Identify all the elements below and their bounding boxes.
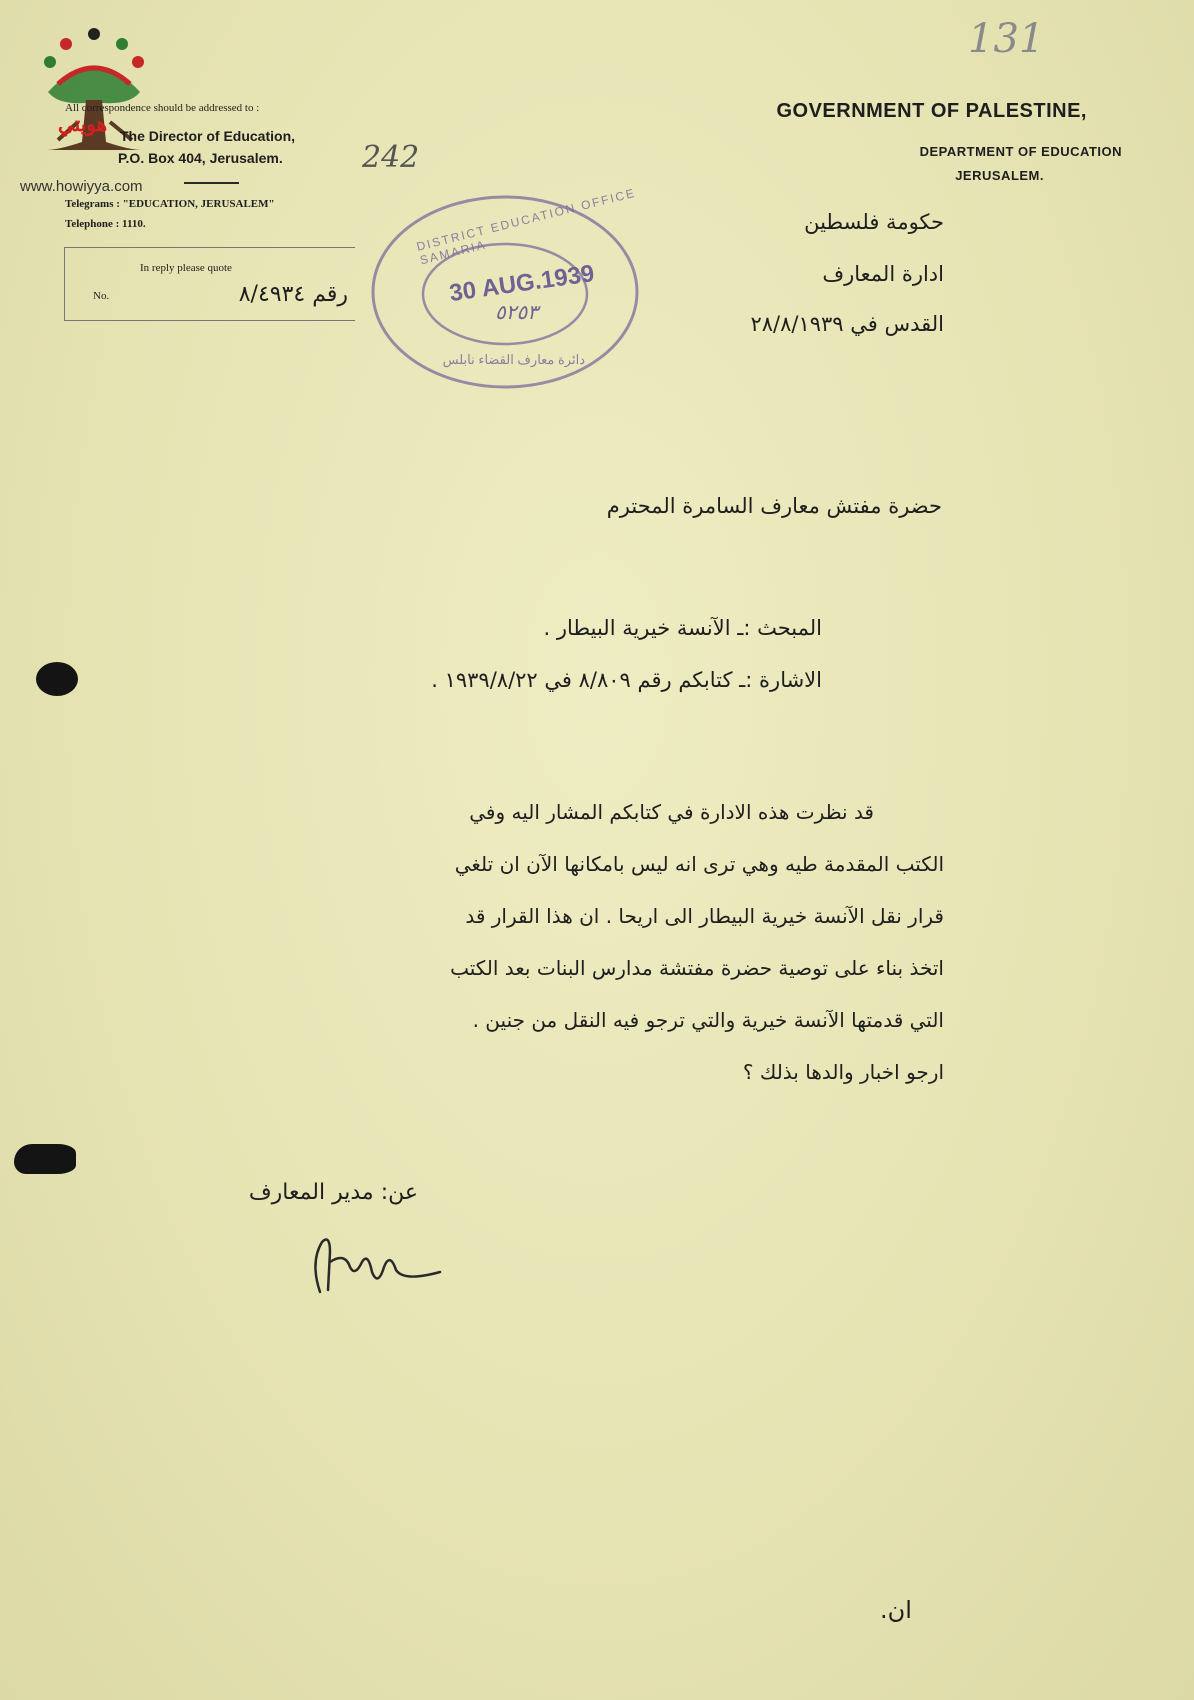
letter-body: [184, 786, 944, 1098]
body-line: ارجو اخبار والدها بذلك ؟: [742, 1060, 944, 1084]
stamp-top-text: DISTRICT EDUCATION OFFICE SAMARIA: [415, 185, 638, 268]
archive-number: 131: [968, 16, 1045, 62]
handwritten-ref: 242: [362, 140, 420, 175]
government-title: GOVERNMENT OF PALESTINE,: [776, 100, 1087, 122]
arabic-government: حكومة فلسطين: [804, 210, 944, 234]
watermark-site: www.howiyya.com: [20, 178, 143, 195]
reply-box: [64, 247, 355, 321]
stamp-bottom-text: دائرة معارف القضاء نابلس: [442, 352, 585, 367]
city-name: JERUSALEM.: [955, 168, 1044, 183]
body-line: قرار نقل الآنسة خيرية البيطار الى اريحا . ان هذا القرار قد: [465, 904, 944, 928]
address-line-2: P.O. Box 404, Jerusalem.: [118, 150, 283, 166]
address-note: All correspondence should be addressed to :: [65, 102, 260, 114]
department-name: DEPARTMENT OF EDUCATION: [919, 144, 1122, 159]
punch-hole-bottom: [14, 1144, 76, 1174]
initials: ان.: [880, 1596, 912, 1624]
stamp-handwritten: ٥٢٥٣: [495, 300, 538, 324]
arabic-date: القدس في ٢٨/٨/١٩٣٩: [750, 312, 944, 336]
body-line: قد نظرت هذه الادارة في كتابكم المشار اليه وفي: [469, 800, 874, 824]
signature: [300, 1232, 450, 1302]
body-line: الكتب المقدمة طيه وهي ترى انه ليس بامكانها الآن ان تلغي: [454, 852, 944, 876]
address-rule: [184, 182, 239, 184]
punch-hole-top: [36, 662, 78, 696]
body-line: اتخذ بناء على توصية حضرة مفتشة مدارس البنات بعد الكتب: [450, 956, 944, 980]
subject-line: المبحث :ـ الآنسة خيرية البيطار .: [543, 616, 822, 640]
telephone-line: Telephone : 1110.: [65, 218, 146, 230]
address-line-1: The Director of Education,: [120, 128, 296, 144]
reply-no-label: No.: [93, 290, 110, 302]
stamp-date: 30 AUG.1939: [447, 259, 596, 308]
arabic-department: ادارة المعارف: [822, 262, 944, 286]
office-stamp: [365, 182, 645, 402]
reply-label: In reply please quote: [140, 262, 232, 274]
recipient: حضرة مفتش معارف السامرة المحترم: [606, 494, 942, 518]
reply-number: رقم ٨/٤٩٣٤: [238, 282, 348, 307]
reference-line: الاشارة :ـ كتابكم رقم ٨/٨٠٩ في ١٩٣٩/٨/٢٢ .: [431, 668, 822, 692]
body-line: التي قدمتها الآنسة خيرية والتي ترجو فيه النقل من جنين .: [472, 1008, 944, 1032]
closing-line: عن: مدير المعارف: [248, 1180, 418, 1205]
telegrams-line: Telegrams : "EDUCATION, JERUSALEM": [65, 198, 275, 210]
logo-text: هويتي: [58, 114, 108, 136]
